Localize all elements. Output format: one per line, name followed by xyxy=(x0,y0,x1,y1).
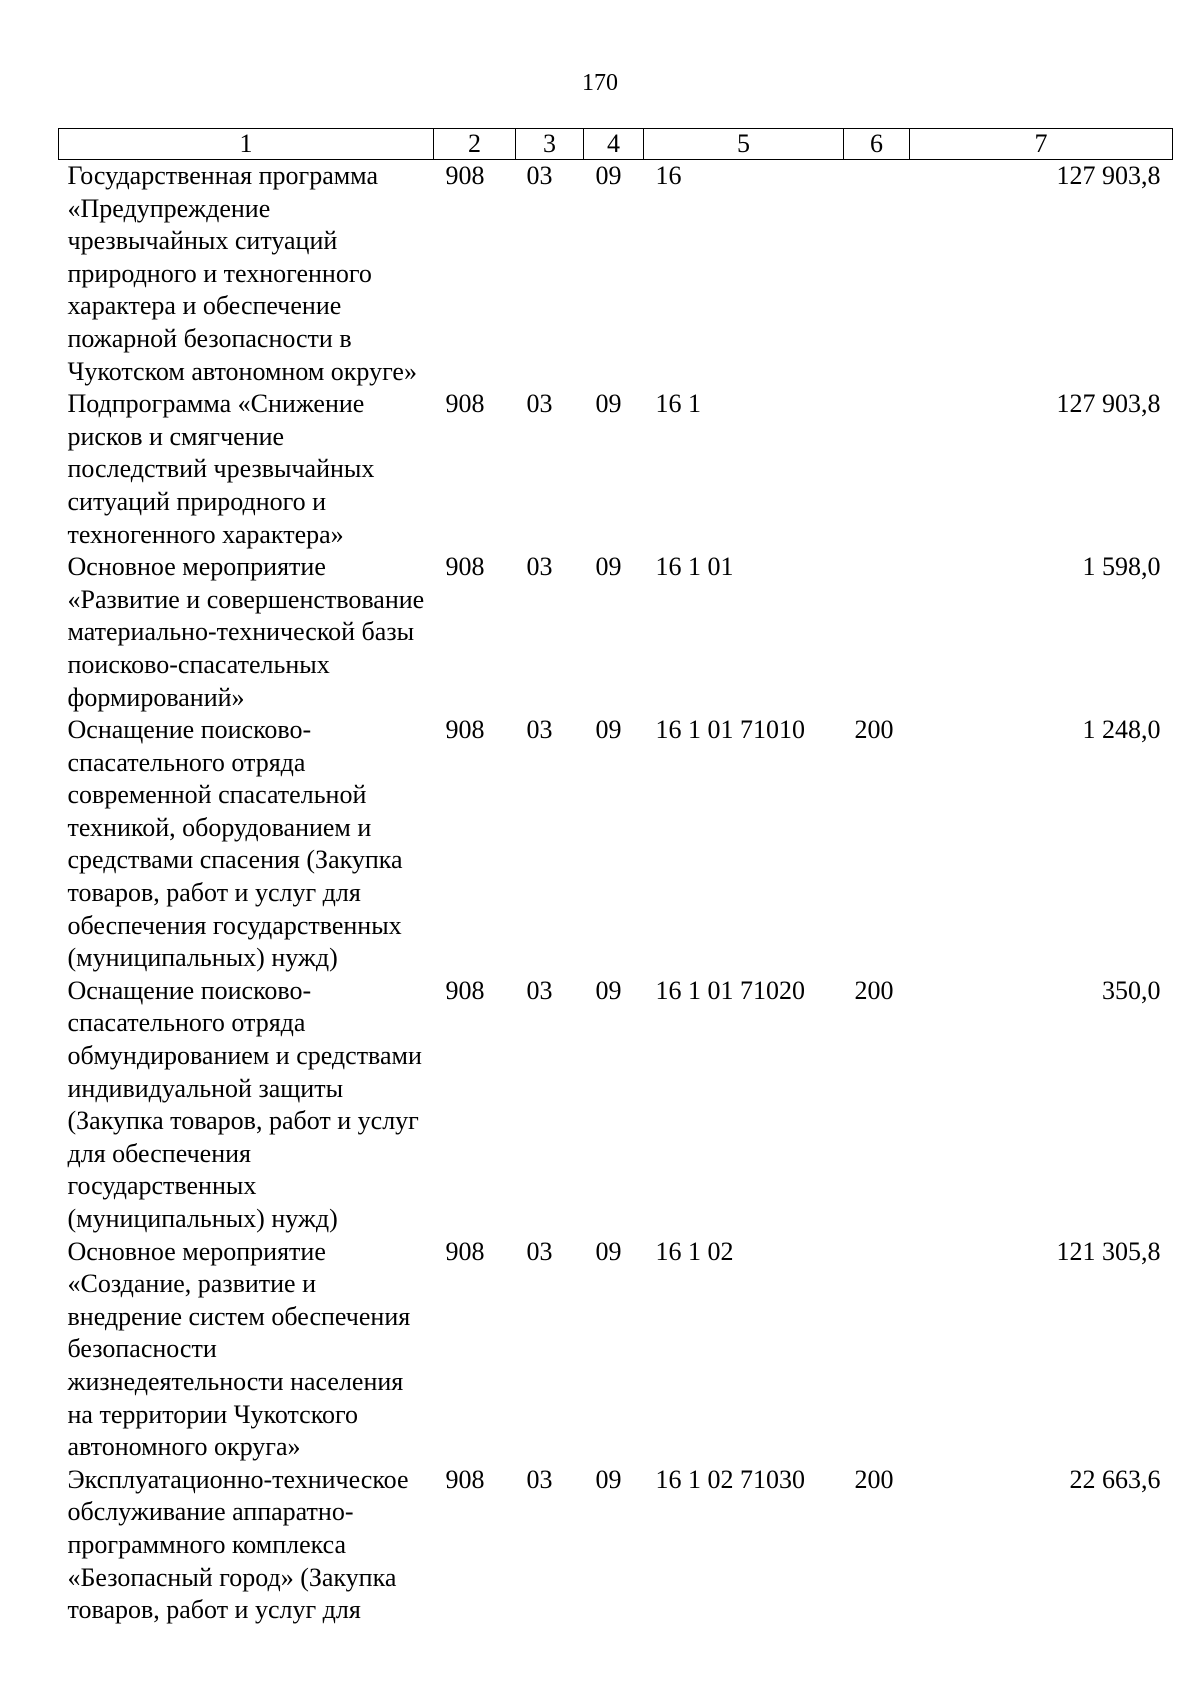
row-amount: 127 903,8 xyxy=(1056,161,1161,190)
row-section: 03 xyxy=(526,389,553,419)
table-row xyxy=(59,975,1173,1236)
row-target: 16 xyxy=(655,161,682,190)
row-section: 03 xyxy=(526,1236,553,1266)
row-target: 16 1 02 71030 xyxy=(655,1464,805,1494)
row-name: Эксплуатационно-техническое обслуживание аппаратно-программного комплекса «Безопасный город» (Закупка товаров, работ и услуг для xyxy=(67,1464,409,1625)
row-expense-type: 200 xyxy=(854,975,894,1005)
row-name: Подпрограмма «Снижение рисков и смягчение последствий чрезвычайных ситуаций природного и техногенного характера» xyxy=(67,389,375,549)
header-col-7: 7 xyxy=(910,129,1173,160)
row-amount: 1 598,0 xyxy=(1082,552,1161,582)
header-col-5: 5 xyxy=(644,129,844,160)
row-name: Государственная программа «Предупреждение чрезвычайных ситуаций природного и техногенного характера и обеспечение пожарной безопасности в Чукотском автономном округе» xyxy=(67,161,417,386)
row-section: 03 xyxy=(526,715,553,745)
header-col-4: 4 xyxy=(584,129,644,160)
table-row xyxy=(59,388,1173,551)
header-col-6: 6 xyxy=(844,129,910,160)
row-ministry: 908 xyxy=(445,161,485,190)
row-section: 03 xyxy=(526,975,553,1005)
row-name: Основное мероприятие «Создание, развитие и внедрение систем обеспечения безопасности жизнедеятельности населения на территории Чукотского автономного округа» xyxy=(67,1236,411,1462)
row-subsection: 09 xyxy=(595,1464,622,1494)
table-row xyxy=(59,1236,1173,1464)
row-ministry: 908 xyxy=(445,975,485,1005)
row-expense-type: 200 xyxy=(854,1464,894,1494)
row-name: Оснащение поисково-спасательного отряда обмундированием и средствами индивидуальной защиты (Закупка товаров, работ и услуг для обеспечения государственных (муниципальных) нужд) xyxy=(67,975,422,1233)
row-subsection: 09 xyxy=(595,715,622,745)
row-target: 16 1 xyxy=(655,389,701,419)
row-ministry: 908 xyxy=(445,389,485,419)
row-expense-type xyxy=(844,388,910,551)
header-col-2: 2 xyxy=(434,129,516,160)
row-amount: 127 903,8 xyxy=(1056,389,1161,419)
row-section: 03 xyxy=(526,552,553,582)
row-target: 16 1 02 xyxy=(655,1236,734,1266)
row-amount: 121 305,8 xyxy=(1056,1236,1161,1266)
header-row xyxy=(59,129,1173,160)
row-expense-type xyxy=(844,160,910,389)
row-target: 16 1 01 xyxy=(655,552,734,582)
row-section: 03 xyxy=(526,161,553,190)
row-subsection: 09 xyxy=(595,552,622,582)
table-row xyxy=(59,160,1173,389)
row-amount: 1 248,0 xyxy=(1082,715,1161,745)
row-target: 16 1 01 71010 xyxy=(655,715,805,745)
page-number: 170 xyxy=(582,70,618,96)
table-row xyxy=(59,1464,1173,1627)
header-col-1: 1 xyxy=(59,129,434,160)
row-subsection: 09 xyxy=(595,975,622,1005)
row-ministry: 908 xyxy=(445,552,485,582)
row-subsection: 09 xyxy=(595,1236,622,1266)
row-expense-type: 200 xyxy=(854,715,894,745)
row-ministry: 908 xyxy=(445,1236,485,1266)
header-col-3: 3 xyxy=(516,129,584,160)
row-name: Оснащение поисково-спасательного отряда современной спасательной техникой, оборудованием и средствами спасения (Закупка товаров, работ и услуг для обеспечения государственных (муниципальных) нужд) xyxy=(67,715,403,973)
table-row xyxy=(59,714,1173,975)
row-name: Основное мероприятие «Развитие и совершенствование материально-технической базы поисково-спасательных формирований» xyxy=(67,552,425,712)
row-ministry: 908 xyxy=(445,1464,485,1494)
row-subsection: 09 xyxy=(595,389,622,419)
row-amount: 22 663,6 xyxy=(1069,1464,1161,1494)
budget-table xyxy=(58,128,1173,1627)
row-expense-type xyxy=(844,1236,910,1464)
row-expense-type xyxy=(844,551,910,714)
table-row xyxy=(59,551,1173,714)
row-target: 16 1 01 71020 xyxy=(655,975,805,1005)
row-amount: 350,0 xyxy=(1102,975,1161,1005)
row-subsection: 09 xyxy=(595,161,622,190)
row-ministry: 908 xyxy=(445,715,485,745)
row-section: 03 xyxy=(526,1464,553,1494)
